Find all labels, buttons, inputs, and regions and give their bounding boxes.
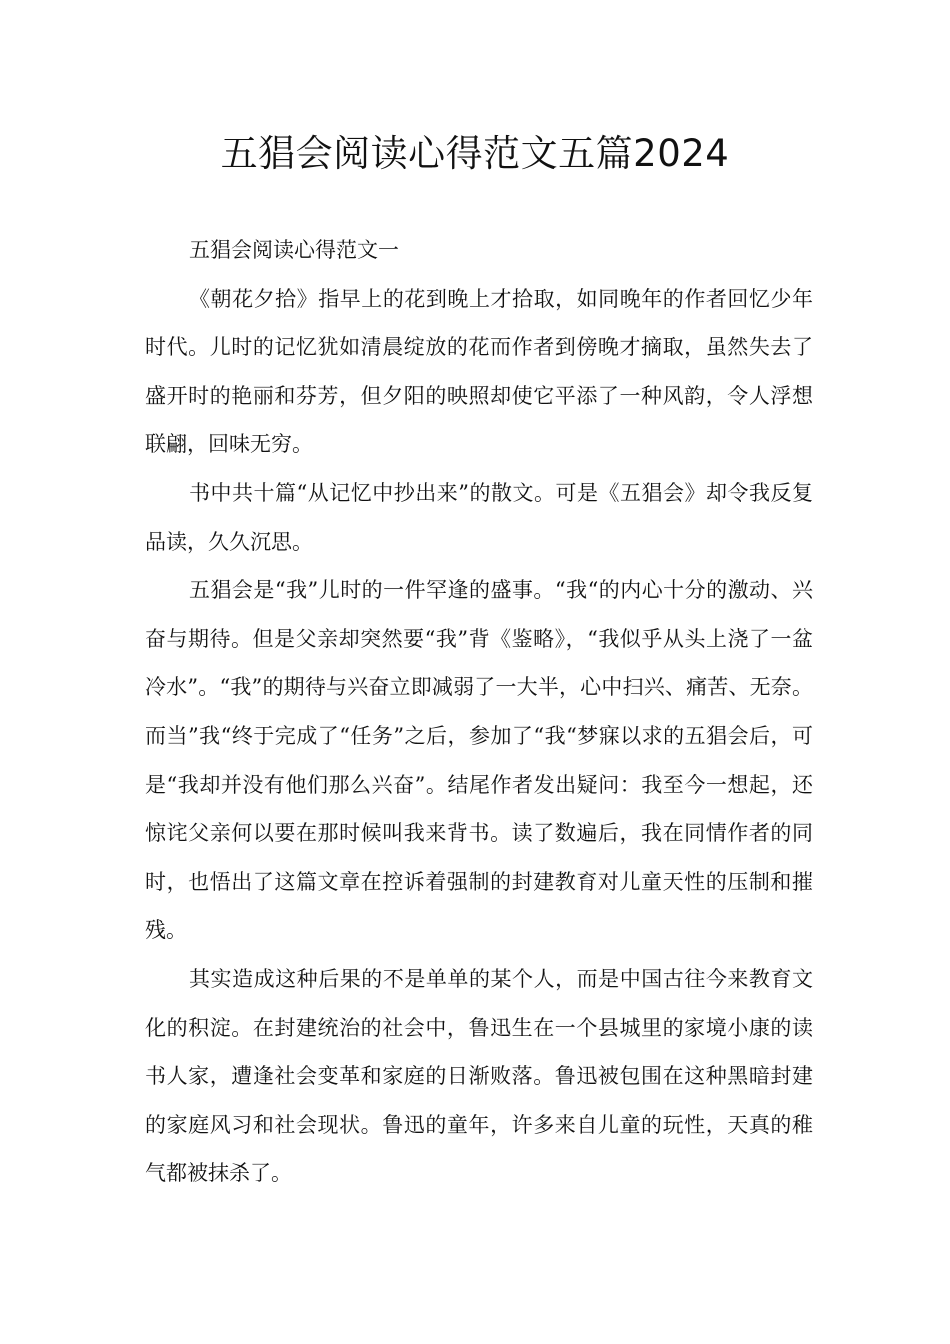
section-heading: 五猖会阅读心得范文一 (189, 238, 399, 262)
document-title: 五猖会阅读心得范文五篇2024 (220, 132, 730, 175)
paragraph-intro: 《朝花夕拾》指早上的花到晚上才拾取，如同晚年的作者回忆少年时代。儿时的记忆犹如清晨绽放的花而作者到傍晚才摘取，虽然失去了盛开时的艳丽和芬芳，但夕阳的映照却使它平添了一种风韵，令人浮想联翩，回味无穷。 (145, 286, 813, 457)
paragraph-festival: 五猖会是“我”儿时的一件罕逢的盛事。“我“的内心十分的激动、兴奋与期待。但是父亲却突然要“我”背《鉴略》，“我似乎从头上浇了一盆冷水”。“我”的期待与兴奋立即减弱了一大半，心中扫兴、痛苦、无奈。而当”我“终于完成了“任务”之后，参加了“我“梦寐以求的五猖会后，可是“我却并没有他们那么兴奋”。结尾作者发出疑问：我至今一想起，还惊诧父亲何以要在那时候叫我来背书。读了数遍后，我在同情作者的同时，也悟出了这篇文章在控诉着强制的封建教育对儿童天性的压制和摧残。 (145, 578, 813, 943)
document-body (145, 226, 813, 1198)
paragraph-feudal-education: 其实造成这种后果的不是单单的某个人，而是中国古往今来教育文化的积淀。在封建统治的社会中，鲁迅生在一个县城里的家境小康的读书人家，遭逢社会变革和家庭的日渐败落。鲁迅被包围在这种黑暗封建的家庭风习和社会现状。鲁迅的童年，许多来自儿童的玩性，天真的稚气都被抹杀了。 (145, 966, 813, 1186)
paragraph-ten-essays: 书中共十篇“从记忆中抄出来”的散文。可是《五猖会》却令我反复品读，久久沉思。 (145, 480, 813, 554)
